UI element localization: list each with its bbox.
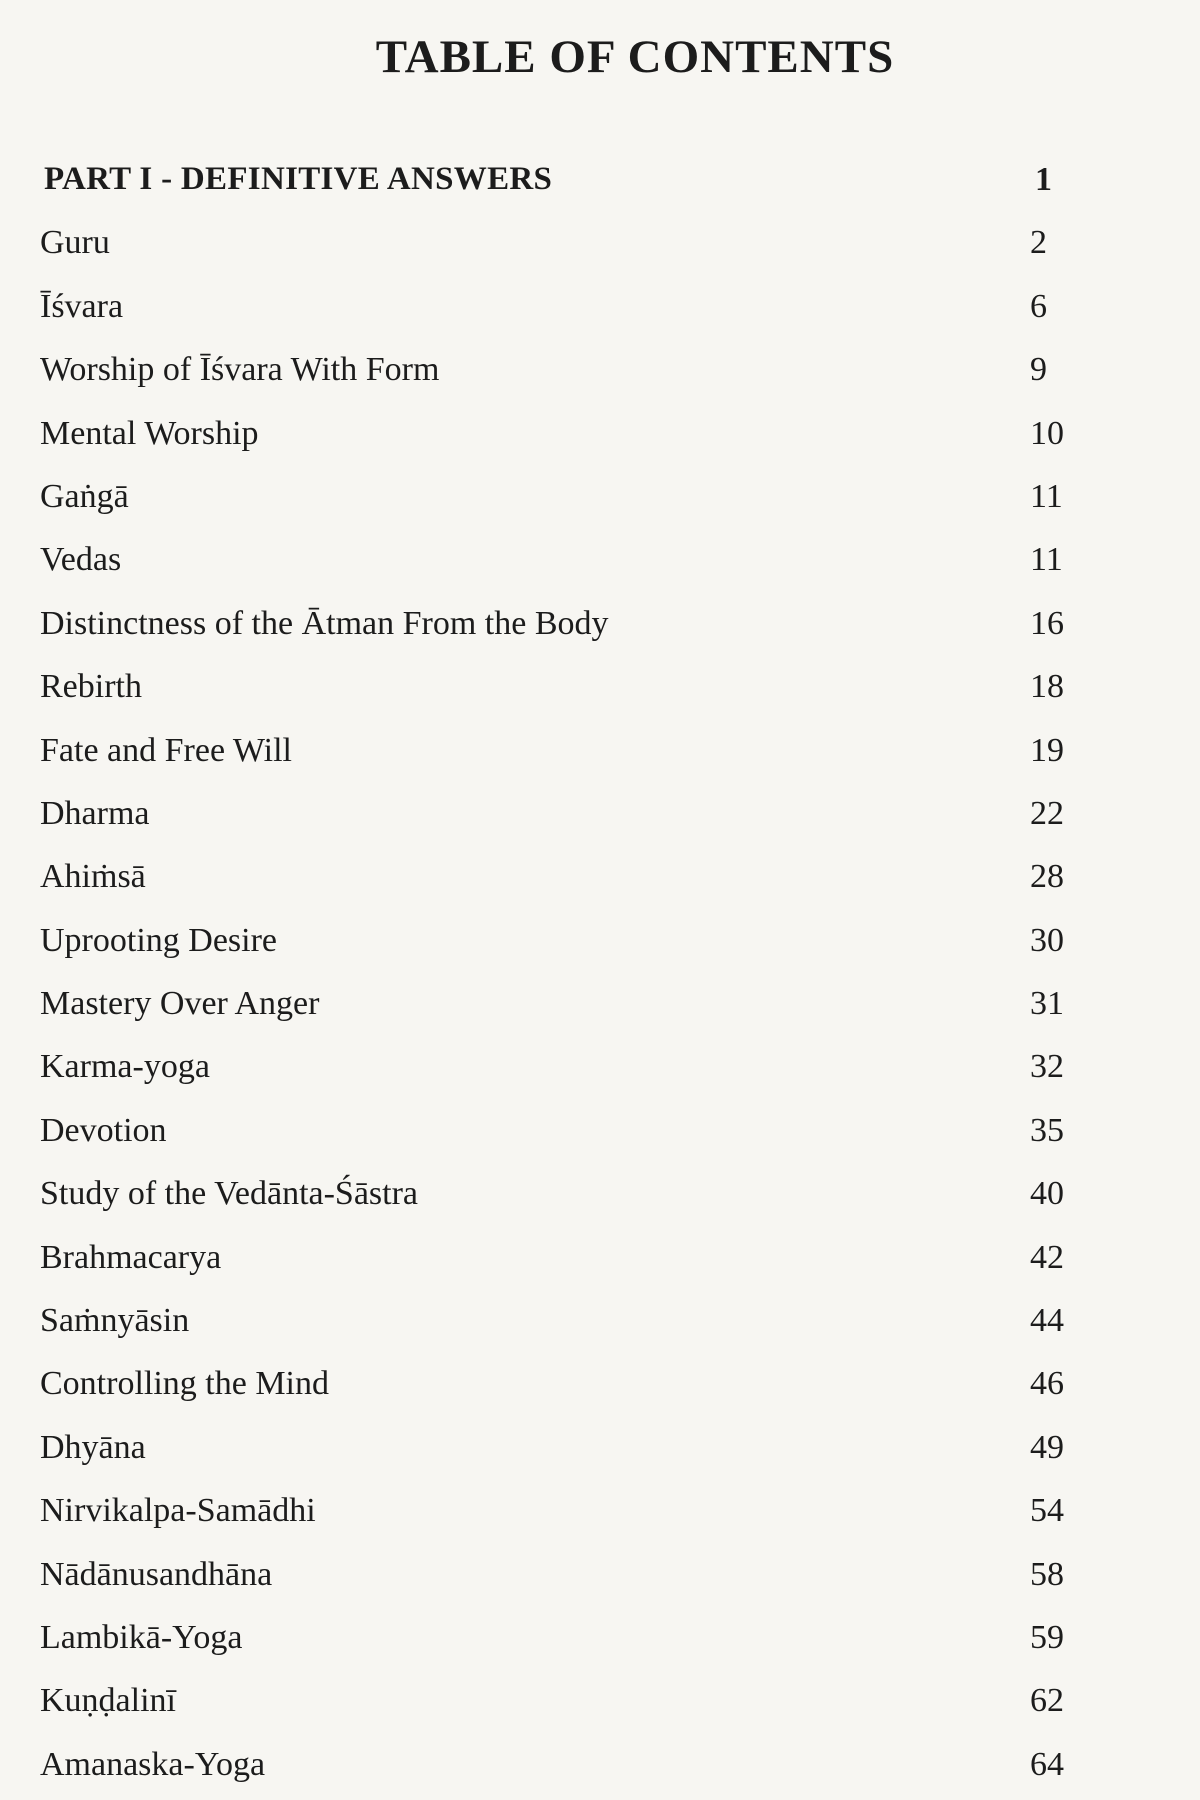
toc-entry-page-number: 35 xyxy=(1030,1111,1064,1149)
toc-entry xyxy=(0,909,1200,972)
toc-entry-page-number: 49 xyxy=(1030,1428,1064,1466)
toc-entry-page-number: 11 xyxy=(1030,477,1063,515)
toc-entry xyxy=(0,1035,1200,1098)
toc-entry xyxy=(0,655,1200,718)
toc-entry-page-number: 6 xyxy=(1030,287,1047,325)
page-title: TABLE OF CONTENTS xyxy=(375,31,895,83)
toc-entry xyxy=(0,1226,1200,1289)
toc-entry-page-number: 22 xyxy=(1030,794,1064,832)
toc-entry xyxy=(0,845,1200,908)
toc-entry-title: Dharma xyxy=(40,794,150,832)
toc-entry-title: Mental Worship xyxy=(40,414,259,452)
toc-entry-page-number: 54 xyxy=(1030,1492,1064,1530)
toc-entry-page-number: 2 xyxy=(1030,224,1047,262)
toc-entry xyxy=(0,1162,1200,1225)
toc-entry-page-number: 42 xyxy=(1030,1238,1064,1276)
toc-entry-title: Kuṇḍalinī xyxy=(40,1682,176,1720)
toc-entry xyxy=(0,719,1200,782)
toc-entry-title: Karma-yoga xyxy=(40,1048,210,1086)
toc-entry-title: Study of the Vedānta-Śāstra xyxy=(40,1175,419,1213)
toc-entry-title: Dhyāna xyxy=(40,1428,146,1466)
toc-entry xyxy=(0,1543,1200,1606)
toc-entry xyxy=(0,1733,1200,1796)
toc-entry xyxy=(0,275,1200,338)
toc-entry xyxy=(0,1479,1200,1542)
toc-entry-page-number: 9 xyxy=(1030,351,1047,389)
toc-entry xyxy=(0,1352,1200,1415)
toc-entry-title: Lambikā-Yoga xyxy=(40,1618,243,1656)
toc-entry xyxy=(0,402,1200,465)
toc-entry-page-number: 62 xyxy=(1030,1682,1064,1720)
toc-entry-title: PART I - DEFINITIVE ANSWERS xyxy=(44,161,553,197)
toc-entry-title: Saṁnyāsin xyxy=(40,1302,190,1340)
toc-entry xyxy=(0,782,1200,845)
toc-entry-title: Amanaska-Yoga xyxy=(40,1745,266,1783)
toc-entry-title: Uprooting Desire xyxy=(40,921,278,959)
toc-entry-title: Vedas xyxy=(40,541,122,579)
toc-entry-page-number: 10 xyxy=(1030,414,1064,452)
toc-entry-page-number: 30 xyxy=(1030,921,1064,959)
toc-entry-page-number: 59 xyxy=(1030,1618,1064,1656)
toc-entry-title: Worship of Īśvara With Form xyxy=(40,351,440,389)
toc-entry-title: Brahmacarya xyxy=(40,1238,222,1276)
toc-entry xyxy=(0,1606,1200,1669)
toc-entry-title: Nādānusandhāna xyxy=(40,1555,273,1593)
toc-entry xyxy=(0,1416,1200,1479)
toc-entry-title: Nirvikalpa-Samādhi xyxy=(40,1492,316,1530)
toc-entry-page-number: 18 xyxy=(1030,668,1064,706)
toc-entry-page-number: 11 xyxy=(1030,541,1063,579)
toc-entry-title: Īśvara xyxy=(40,287,124,325)
toc-entry xyxy=(0,1669,1200,1732)
toc-entry-page-number: 19 xyxy=(1030,731,1064,769)
toc-entry-title: Guru xyxy=(40,224,110,262)
toc-entry xyxy=(0,211,1200,274)
toc-entry-page-number: 32 xyxy=(1030,1048,1064,1086)
toc-entry xyxy=(0,1099,1200,1162)
toc-entry-title: Gaṅgā xyxy=(40,477,129,515)
toc-entry-page-number: 46 xyxy=(1030,1365,1064,1403)
toc-part-heading xyxy=(0,148,1200,211)
toc-entry-page-number: 58 xyxy=(1030,1555,1064,1593)
toc-entry-title: Devotion xyxy=(40,1111,167,1149)
toc-entry-page-number: 40 xyxy=(1030,1175,1064,1213)
toc-entry-title: Fate and Free Will xyxy=(40,731,292,769)
toc-entry xyxy=(0,1289,1200,1352)
toc-list xyxy=(0,148,1200,1796)
toc-entry-page-number: 64 xyxy=(1030,1745,1064,1783)
toc-entry xyxy=(0,592,1200,655)
toc-entry-title: Controlling the Mind xyxy=(40,1365,329,1403)
toc-entry-title: Rebirth xyxy=(40,668,142,706)
toc-entry-page-number: 28 xyxy=(1030,858,1064,896)
toc-entry-title: Distinctness of the Ātman From the Body xyxy=(40,604,609,642)
toc-entry xyxy=(0,465,1200,528)
toc-entry-page-number: 1 xyxy=(1035,161,1052,198)
toc-entry xyxy=(0,338,1200,401)
toc-entry xyxy=(0,528,1200,591)
toc-entry xyxy=(0,972,1200,1035)
toc-entry-page-number: 44 xyxy=(1030,1302,1064,1340)
toc-entry-title: Mastery Over Anger xyxy=(40,985,320,1023)
toc-entry-page-number: 31 xyxy=(1030,985,1064,1023)
toc-entry-page-number: 16 xyxy=(1030,604,1064,642)
toc-entry-title: Ahiṁsā xyxy=(40,858,146,896)
